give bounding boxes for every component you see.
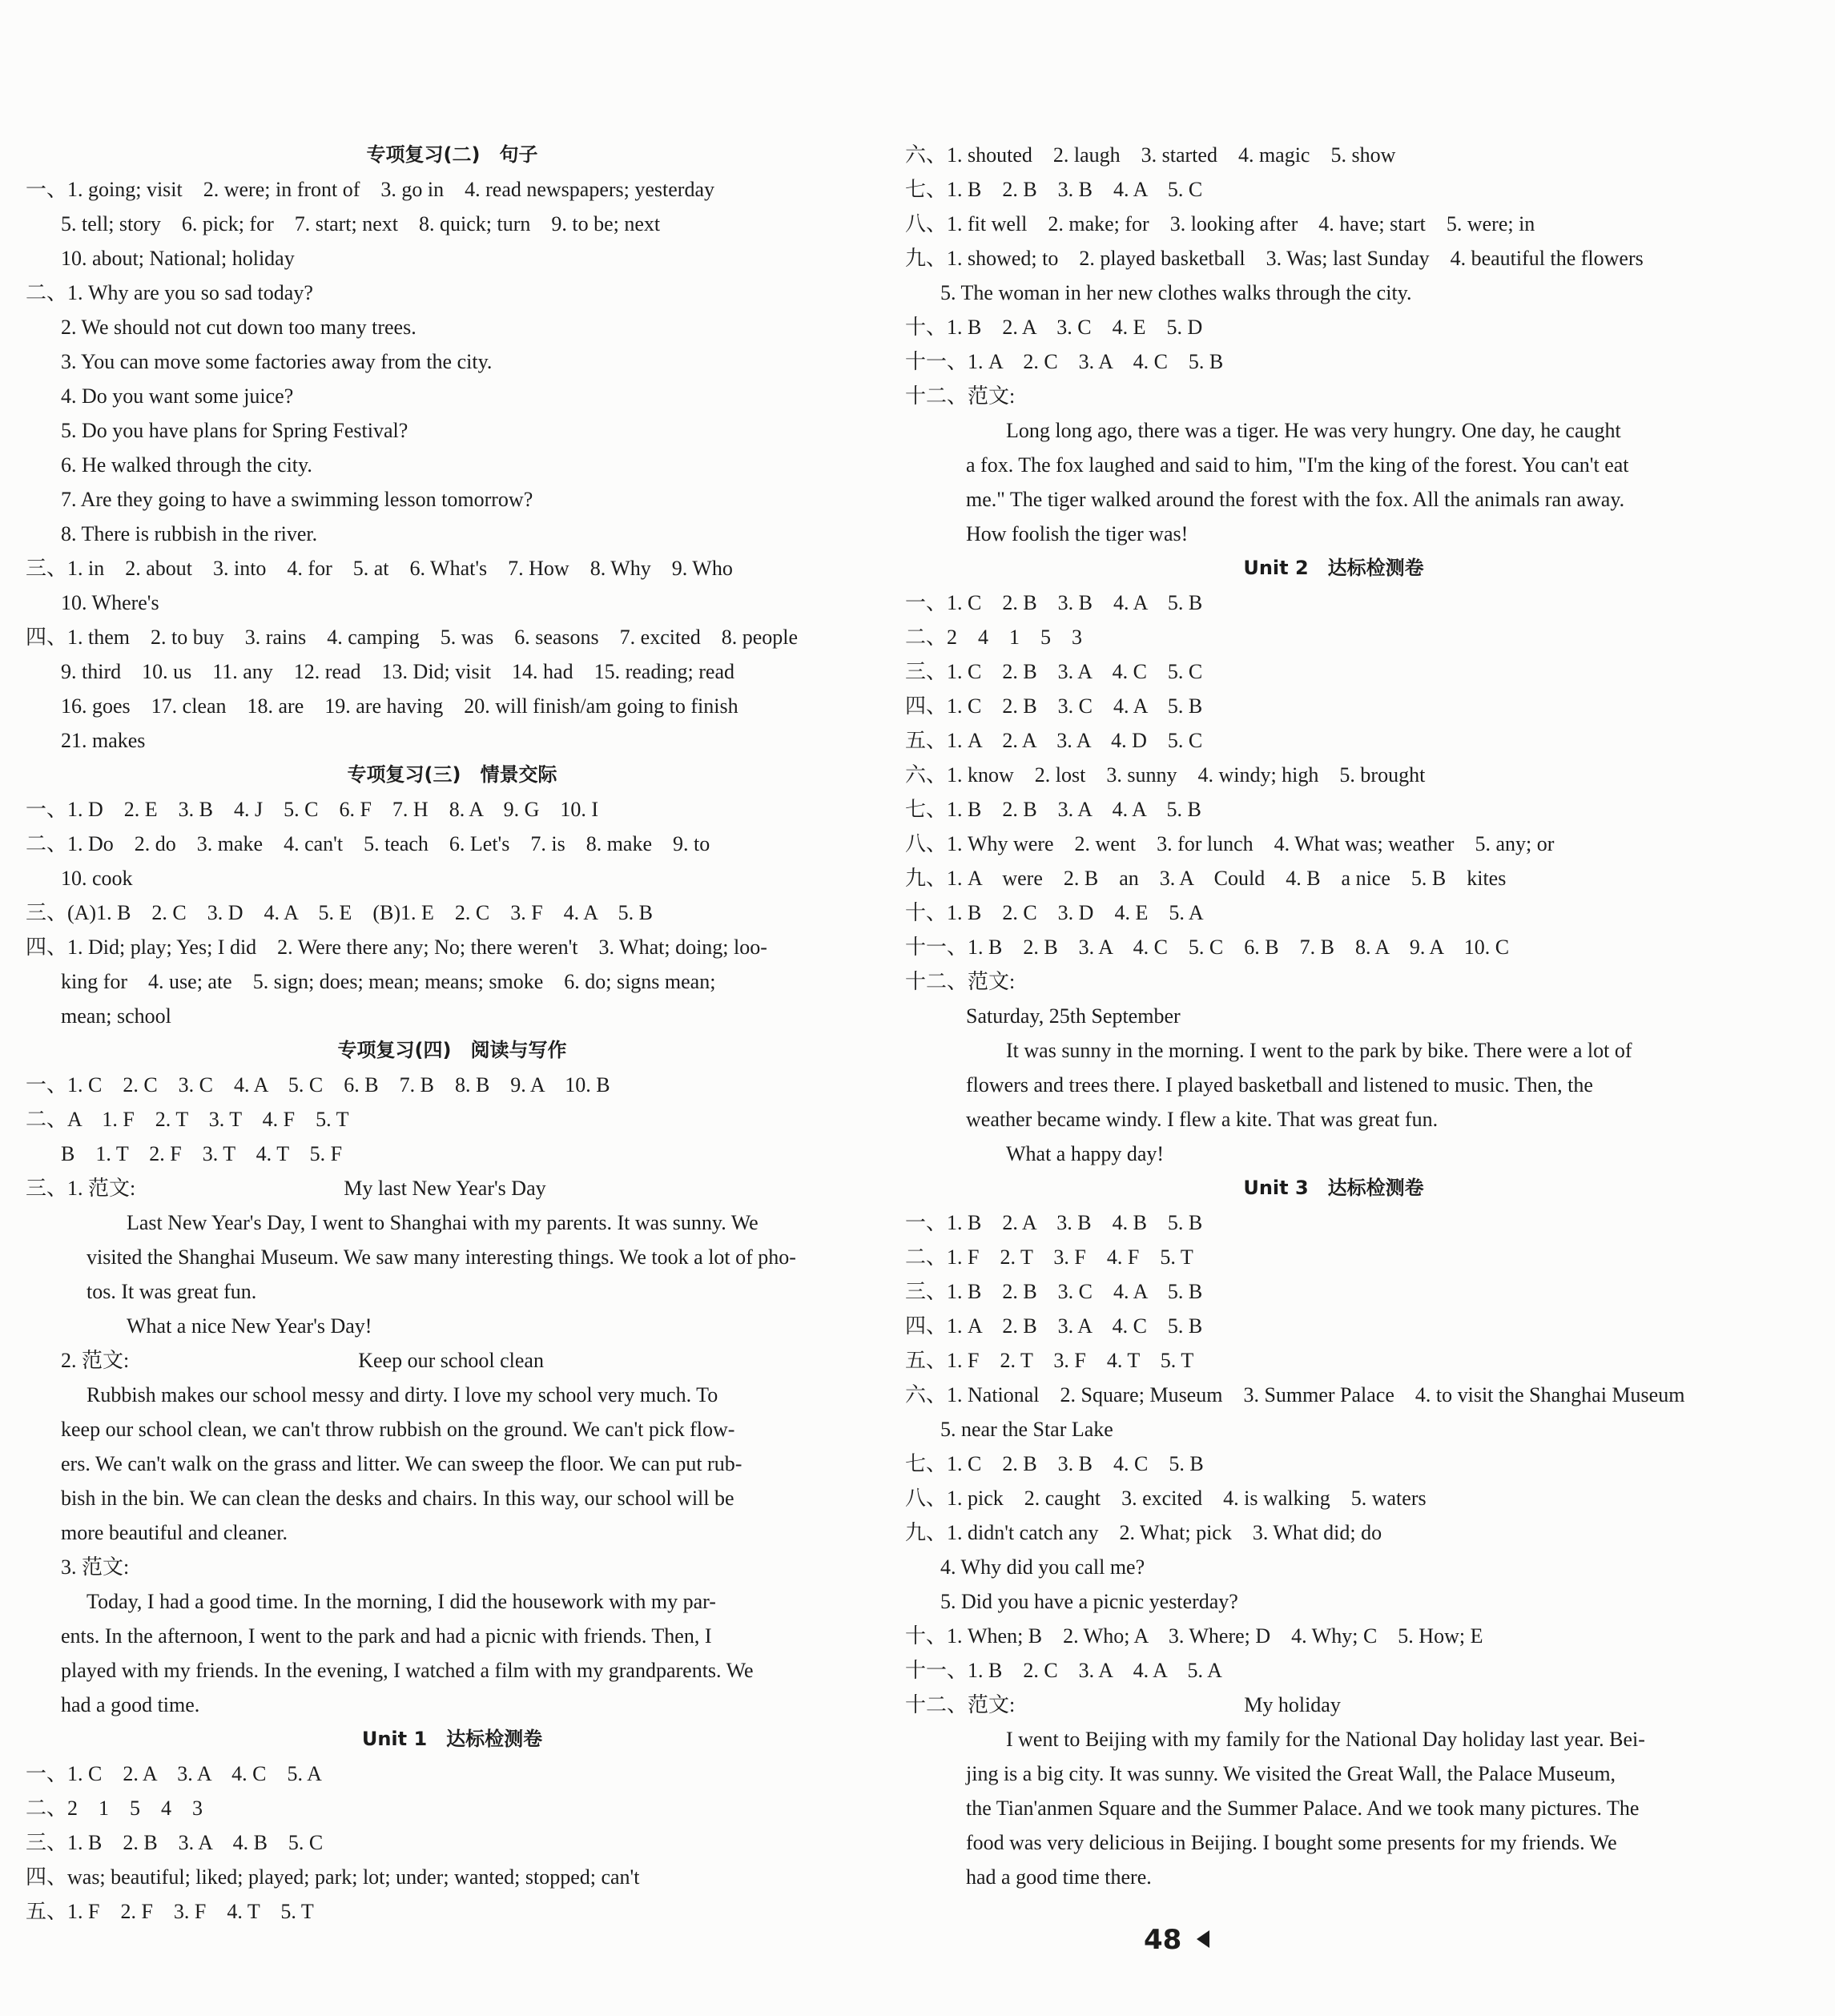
answer-line: 10. about; National; holiday: [61, 247, 295, 270]
answer-line: 十一、1. A 2. C 3. A 4. C 5. B: [905, 350, 1224, 373]
answer-line: 十二、范文:: [905, 970, 1016, 993]
answer-line: 二、2 4 1 5 3: [905, 626, 1083, 649]
answer-line: 十一、1. B 2. C 3. A 4. A 5. A: [905, 1659, 1222, 1682]
answer-line: 一、1. C 2. B 3. B 4. A 5. B: [905, 591, 1203, 614]
answer-line: had a good time.: [61, 1693, 200, 1716]
answer-line: 三、1. C 2. B 3. A 4. C 5. C: [905, 660, 1203, 683]
answer-line: played with my friends. In the evening, I watched a film with my grandparents. We: [61, 1659, 754, 1682]
answer-line: 4. Why did you call me?: [940, 1555, 1145, 1579]
answer-line: 二、1. Why are you so sad today?: [26, 281, 313, 304]
answer-line: Saturday, 25th September: [966, 1004, 1181, 1028]
section-heading: Unit 1 达标检测卷: [361, 1728, 543, 1750]
answer-line: a fox. The fox laughed and said to him, "I'm the king of the forest. You can't eat: [966, 453, 1629, 477]
page-number: 48: [1144, 1924, 1182, 1956]
right-column: [905, 138, 1762, 1894]
answer-line: 二、2 1 5 4 3: [26, 1797, 203, 1820]
answer-line: 2. 范文: Keep our school clean: [61, 1349, 544, 1372]
answer-line: 六、1. know 2. lost 3. sunny 4. windy; high 5. brought: [905, 763, 1426, 787]
answer-line: 5. Do you have plans for Spring Festival?: [61, 419, 408, 442]
answer-line: Long long ago, there was a tiger. He was very hungry. One day, he caught: [1006, 419, 1621, 442]
answer-line: 4. Do you want some juice?: [61, 384, 294, 408]
page-arrow-icon: [1197, 1930, 1209, 1948]
answer-line: 一、1. D 2. E 3. B 4. J 5. C 6. F 7. H 8. A 9. G 10. I: [26, 798, 599, 821]
answer-line: food was very delicious in Beijing. I bought some presents for my friends. We: [966, 1831, 1617, 1854]
section-heading: 专项复习(三) 情景交际: [347, 763, 557, 786]
answer-line: 三、1. 范文: My last New Year's Day: [26, 1177, 546, 1200]
answer-line: 7. Are they going to have a swimming lesson tomorrow?: [61, 488, 533, 511]
answer-line: mean; school: [61, 1004, 171, 1028]
answer-line: 七、1. B 2. B 3. B 4. A 5. C: [905, 178, 1203, 201]
answer-line: 三、1. B 2. B 3. C 4. A 5. B: [905, 1280, 1203, 1303]
answer-line: 九、1. showed; to 2. played basketball 3. Was; last Sunday 4. beautiful the flowers: [905, 247, 1644, 270]
answer-line: 五、1. F 2. T 3. F 4. T 5. T: [905, 1349, 1194, 1372]
answer-line: How foolish the tiger was!: [966, 522, 1189, 545]
answer-line: 二、A 1. F 2. T 3. T 4. F 5. T: [26, 1108, 349, 1131]
answer-line: 3. You can move some factories away from the city.: [61, 350, 493, 373]
answer-line: king for 4. use; ate 5. sign; does; mean; means; smoke 6. do; signs mean;: [61, 970, 716, 993]
answer-line: 七、1. C 2. B 3. B 4. C 5. B: [905, 1452, 1204, 1475]
answer-line: jing is a big city. It was sunny. We visited the Great Wall, the Palace Museum,: [966, 1762, 1616, 1785]
answer-line: 一、1. C 2. A 3. A 4. C 5. A: [26, 1762, 322, 1785]
answer-line: 三、1. in 2. about 3. into 4. for 5. at 6. What's 7. How 8. Why 9. Who: [26, 557, 733, 580]
answer-line: 四、1. A 2. B 3. A 4. C 5. B: [905, 1314, 1203, 1338]
answer-line: What a happy day!: [1006, 1142, 1165, 1165]
answer-line: 九、1. didn't catch any 2. What; pick 3. What did; do: [905, 1521, 1382, 1544]
answer-line: weather became windy. I flew a kite. That was great fun.: [966, 1108, 1439, 1131]
answer-line: It was sunny in the morning. I went to the park by bike. There were a lot of: [1006, 1039, 1632, 1062]
answer-line: 四、was; beautiful; liked; played; park; lot; under; wanted; stopped; can't: [26, 1865, 640, 1889]
answer-line: 八、1. pick 2. caught 3. excited 4. is walking 5. waters: [905, 1487, 1427, 1510]
answer-line: 21. makes: [61, 729, 146, 752]
answer-line: 2. We should not cut down too many trees.: [61, 316, 416, 339]
answer-line: 5. tell; story 6. pick; for 7. start; next 8. quick; turn 9. to be; next: [61, 212, 661, 235]
answer-line: 十二、范文: My holiday: [905, 1693, 1341, 1716]
answer-line: flowers and trees there. I played basketball and listened to music. Then, the: [966, 1073, 1593, 1097]
answer-line: 5. Did you have a picnic yesterday?: [940, 1590, 1238, 1613]
answer-line: Rubbish makes our school messy and dirty. I love my school very much. To: [87, 1383, 718, 1406]
answer-line: 四、1. C 2. B 3. C 4. A 5. B: [905, 694, 1203, 718]
answer-line: 一、1. B 2. A 3. B 4. B 5. B: [905, 1211, 1203, 1234]
answer-line: 六、1. shouted 2. laugh 3. started 4. magic 5. show: [905, 143, 1396, 167]
answer-line: 六、1. National 2. Square; Museum 3. Summer Palace 4. to visit the Shanghai Museum: [905, 1383, 1685, 1406]
section-heading: Unit 2 达标检测卷: [1243, 557, 1424, 579]
answer-line: 9. third 10. us 11. any 12. read 13. Did; visit 14. had 15. reading; read: [61, 660, 735, 683]
left-column: [26, 138, 879, 1929]
answer-line: 二、1. Do 2. do 3. make 4. can't 5. teach 6. Let's 7. is 8. make 9. to: [26, 832, 710, 855]
answer-line: 四、1. Did; play; Yes; I did 2. Were there any; No; there weren't 3. What; doing; loo-: [26, 936, 767, 959]
answer-line: 四、1. them 2. to buy 3. rains 4. camping 5. was 6. seasons 7. excited 8. people: [26, 626, 799, 649]
answer-line: keep our school clean, we can't throw rubbish on the ground. We can't pick flow-: [61, 1418, 735, 1441]
answer-line: 6. He walked through the city.: [61, 453, 312, 477]
answer-line: 七、1. B 2. B 3. A 4. A 5. B: [905, 798, 1201, 821]
answer-line: 10. Where's: [61, 591, 159, 614]
answer-line: 10. cook: [61, 867, 133, 890]
answer-line: 5. The woman in her new clothes walks through the city.: [940, 281, 1412, 304]
answer-line: Today, I had a good time. In the morning, I did the housework with my par-: [87, 1590, 716, 1613]
answer-line: me." The tiger walked around the forest with the fox. All the animals ran away.: [966, 488, 1625, 511]
answer-line: 九、1. A were 2. B an 3. A Could 4. B a nice 5. B kites: [905, 867, 1507, 890]
answer-line: 十二、范文:: [905, 384, 1016, 408]
answer-line: 5. near the Star Lake: [940, 1418, 1113, 1441]
answer-line: 十、1. When; B 2. Who; A 3. Where; D 4. Why; C 5. How; E: [905, 1624, 1483, 1648]
answer-line: 八、1. Why were 2. went 3. for lunch 4. What was; weather 5. any; or: [905, 832, 1555, 855]
answer-line: I went to Beijing with my family for the National Day holiday last year. Bei-: [1006, 1728, 1645, 1751]
answer-line: 五、1. F 2. F 3. F 4. T 5. T: [26, 1900, 314, 1923]
section-heading: Unit 3 达标检测卷: [1243, 1177, 1424, 1199]
answer-line: 一、1. going; visit 2. were; in front of 3. go in 4. read newspapers; yesterday: [26, 178, 714, 201]
answer-line: 二、1. F 2. T 3. F 4. F 5. T: [905, 1245, 1193, 1269]
answer-line: What a nice New Year's Day!: [127, 1314, 372, 1338]
answer-line: ents. In the afternoon, I went to the park and had a picnic with friends. Then, I: [61, 1624, 712, 1648]
answer-line: bish in the bin. We can clean the desks and chairs. In this way, our school will be: [61, 1487, 734, 1510]
section-heading: 专项复习(二) 句子: [366, 143, 538, 166]
answer-line: B 1. T 2. F 3. T 4. T 5. F: [61, 1142, 343, 1165]
section-heading: 专项复习(四) 阅读与写作: [337, 1039, 567, 1061]
answer-line: more beautiful and cleaner.: [61, 1521, 288, 1544]
answer-line: visited the Shanghai Museum. We saw many interesting things. We took a lot of pho-: [87, 1245, 796, 1269]
answer-line: 三、(A)1. B 2. C 3. D 4. A 5. E (B)1. E 2. C 3. F 4. A 5. B: [26, 901, 653, 924]
answer-line: 八、1. fit well 2. make; for 3. looking after 4. have; start 5. were; in: [905, 212, 1535, 235]
answer-line: tos. It was great fun.: [87, 1280, 257, 1303]
answer-line: had a good time there.: [966, 1865, 1152, 1889]
answer-line: 3. 范文:: [61, 1555, 130, 1579]
answer-line: 一、1. C 2. C 3. C 4. A 5. C 6. B 7. B 8. B 9. A 10. B: [26, 1073, 610, 1097]
answer-line: 十一、1. B 2. B 3. A 4. C 5. C 6. B 7. B 8. A 9. A 10. C: [905, 936, 1510, 959]
answer-line: ers. We can't walk on the grass and litter. We can sweep the floor. We can put rub-: [61, 1452, 742, 1475]
answer-line: 8. There is rubbish in the river.: [61, 522, 318, 545]
answer-line: Last New Year's Day, I went to Shanghai with my parents. It was sunny. We: [127, 1211, 759, 1234]
answer-line: 十、1. B 2. A 3. C 4. E 5. D: [905, 316, 1203, 339]
answer-line: 十、1. B 2. C 3. D 4. E 5. A: [905, 901, 1204, 924]
answer-line: 五、1. A 2. A 3. A 4. D 5. C: [905, 729, 1203, 752]
answer-line: 三、1. B 2. B 3. A 4. B 5. C: [26, 1831, 324, 1854]
answer-line: 16. goes 17. clean 18. are 19. are having 20. will finish/am going to finish: [61, 694, 738, 718]
answer-line: the Tian'anmen Square and the Summer Palace. And we took many pictures. The: [966, 1797, 1640, 1820]
